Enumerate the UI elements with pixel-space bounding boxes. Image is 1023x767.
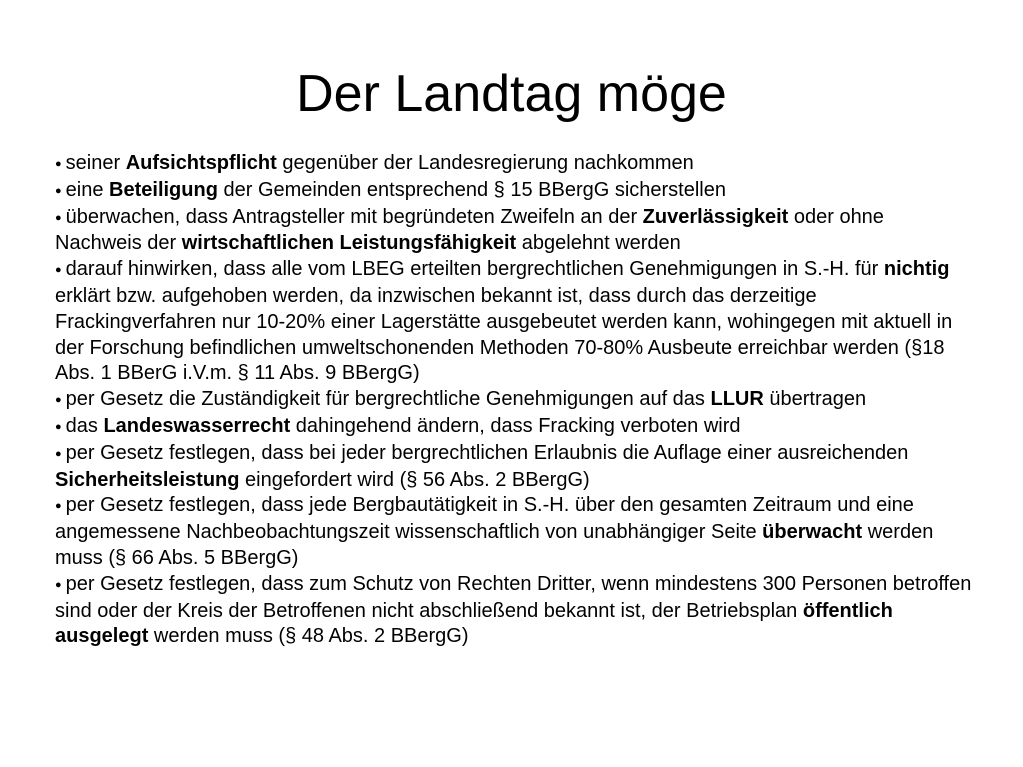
bullet-item: ● per Gesetz die Zuständigkeit für bergrechtliche Genehmigungen auf das LLUR übertragen — [55, 387, 975, 414]
bold-term: wirtschaftlichen Leistungsfähigkeit — [181, 232, 517, 255]
bullet-dot-icon: ● — [55, 211, 62, 224]
bullet-item: ● eine Beteiligung der Gemeinden entsprechend § 15 BBergG sicherstellen — [55, 178, 975, 205]
bullet-item: ● das Landeswasserrecht dahingehend ändern, dass Fracking verboten wird — [55, 414, 975, 441]
bullet-list — [55, 151, 975, 650]
bullet-dot-icon: ● — [55, 158, 62, 170]
bullet-dot-icon: ● — [55, 264, 62, 277]
bold-term: überwacht — [762, 521, 863, 544]
bullet-dot-icon: ● — [55, 184, 62, 197]
bullet-dot-icon: ● — [55, 578, 62, 591]
bold-term: Sicherheitsleistung — [55, 468, 240, 491]
bullet-item: ● per Gesetz festlegen, dass zum Schutz von Rechten Dritter, wenn mindestens 300 Personen betroffen sind oder der Kreis der Betroffenen nicht abschließend bekannt ist, der Betriebsplan öffentlich ausgelegt werden muss (§ 48 Abs. 2 BBergG) — [55, 572, 972, 648]
bold-term: Beteiligung — [109, 178, 218, 201]
bold-term: Landeswasserrecht — [103, 414, 291, 437]
bold-term: nichtig — [883, 258, 950, 281]
bullet-item: ● seiner Aufsichtspflicht gegenüber der Landesregierung nachkommen — [55, 151, 975, 178]
bullet-dot-icon: ● — [55, 447, 62, 460]
bold-term: öffentlich ausgelegt — [55, 599, 893, 648]
bullet-item: ● per Gesetz festlegen, dass bei jeder bergrechtlichen Erlaubnis die Auflage einer ausreichenden Sicherheitsleistung eingefordert wird (§ 56 Abs. 2 BBergG) — [55, 441, 909, 491]
bullet-item: ● überwachen, dass Antragsteller mit begründeten Zweifeln an der Zuverlässigkeit oder ohne Nachweis der wirtschaftlichen Leistungsfähigkeit abgelehnt werden — [55, 205, 884, 255]
bullet-dot-icon: ● — [55, 394, 62, 407]
bold-term: Aufsichtspflicht — [125, 152, 277, 174]
bullet-dot-icon: ● — [55, 500, 62, 513]
bullet-item: ● darauf hinwirken, dass alle vom LBEG erteilten bergrechtlichen Genehmigungen in S.-H. für nichtig erklärt bzw. aufgehoben werden, da inzwischen bekannt ist, dass durch das derzeitige Frackingverfahren nur 10-20% einer Lagerstätte ausgebeutet werden kann, wohingegen mit aktuell in der Forschung befindlichen umweltschonenden Methoden 70-80% Ausbeute erreichbar werden (§18 Abs. 1 BBerG i.V.m. § 11 Abs. 9 BBergG) — [55, 258, 953, 385]
bullet-item: ● per Gesetz festlegen, dass jede Bergbautätigkeit in S.-H. über den gesamten Zeitraum und eine angemessene Nachbeobachtungszeit wissenschaftlich von unabhängiger Seite überwacht werden muss (§ 66 Abs. 5 BBergG) — [55, 494, 934, 569]
bold-term: LLUR — [710, 388, 764, 411]
bold-term: Zuverlässigkeit — [642, 205, 789, 228]
bullet-dot-icon: ● — [55, 420, 62, 433]
slide-title: Der Landtag möge — [296, 65, 727, 123]
